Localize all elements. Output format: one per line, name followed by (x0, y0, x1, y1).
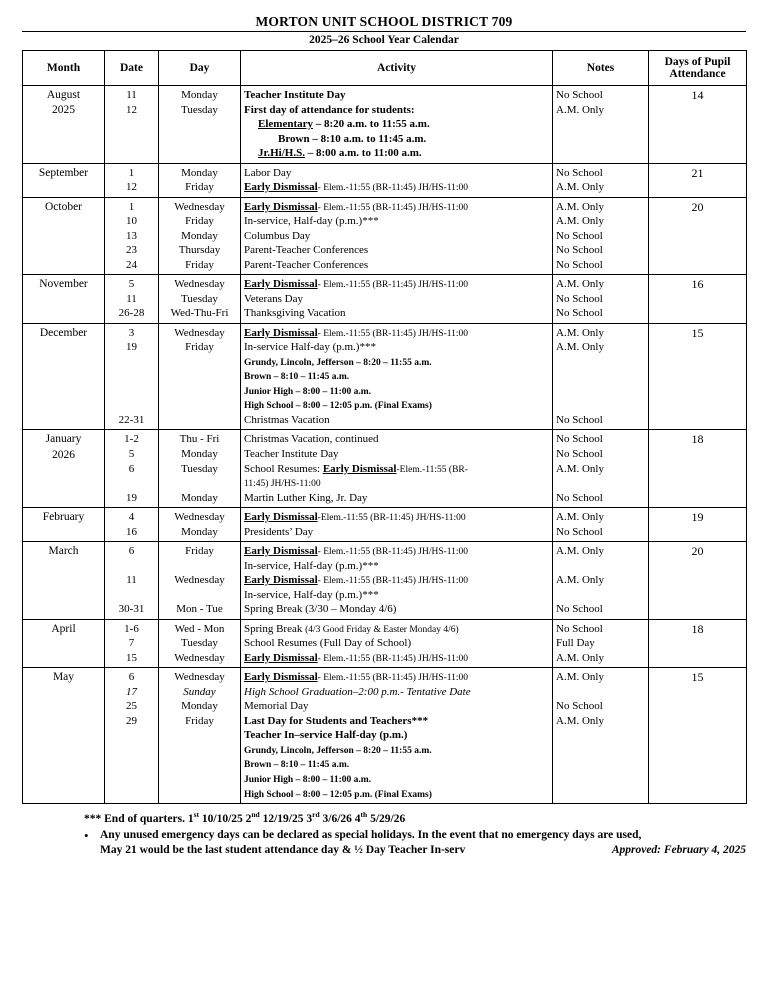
day-cell (159, 275, 241, 324)
date-line: 13 (126, 229, 137, 242)
activity-line: Columbus Day (244, 229, 311, 242)
note-line: No School (556, 622, 603, 635)
note-line: A.M. Only (556, 326, 604, 339)
activity-cell (241, 542, 553, 620)
activity-line: Christmas Vacation, continued (244, 433, 379, 446)
date-line: 1 (128, 166, 135, 179)
quarter-entry: 3rd 3/6/26 (306, 810, 352, 825)
month-cell (23, 323, 105, 430)
activity-line: Grundy, Lincoln, Jefferson – 8:20 – 11:55 a.m. (244, 745, 432, 756)
table-header-row (23, 51, 747, 86)
month-cell (23, 163, 105, 197)
activity-line: Jr.Hi/H.S. – 8:00 a.m. to 11:00 a.m. (258, 147, 422, 160)
notes-cell (553, 668, 649, 804)
note-line: A.M. Only (556, 200, 604, 213)
activity-line: Early Dismissal- Elem.-11:55 (BR-11:45) JH/HS-11:00 (244, 326, 469, 339)
activity-line: Teacher In–service Half-day (p.m.) (244, 729, 408, 742)
note-line: No School (556, 700, 603, 713)
bullet-icon: • (84, 827, 89, 843)
date-line: 24 (126, 258, 137, 271)
day-line: Thu - Fri (179, 433, 220, 446)
day-line: Monday (181, 525, 218, 538)
notes-cell (553, 86, 649, 164)
table-row (23, 668, 747, 804)
emergency-days-line2 (100, 843, 746, 859)
day-line: Monday (181, 89, 218, 101)
notes-cell (553, 430, 649, 508)
day-cell (159, 508, 241, 542)
activity-line: In-service, Half-day (p.m.)*** (244, 215, 379, 228)
activity-line: Martin Luther King, Jr. Day (244, 491, 368, 504)
day-line: Wednesday (174, 200, 225, 213)
notes-cell (553, 275, 649, 324)
table-row (23, 542, 747, 620)
month-line: 2026 (52, 448, 75, 461)
date-line: 6 (128, 462, 135, 475)
quarters-label: *** End of quarters. (84, 812, 185, 825)
note-line: A.M. Only (556, 714, 604, 727)
note-line (556, 355, 645, 370)
date-line: 17 (126, 685, 137, 698)
activity-line: Thanksgiving Vacation (244, 307, 346, 320)
day-line: Tuesday (181, 462, 218, 475)
day-line: Wed - Mon (174, 622, 225, 635)
activity-line: Parent-Teacher Conferences (244, 244, 369, 257)
note-line (556, 384, 645, 399)
days-of-attendance-cell: 18 (649, 619, 747, 668)
activity-cell (241, 275, 553, 324)
day-cell (159, 86, 241, 164)
note-line: No School (556, 525, 603, 538)
date-line: 7 (128, 637, 135, 650)
note-line: A.M. Only (556, 462, 604, 475)
day-line: Wednesday (174, 574, 225, 587)
date-line: 15 (126, 651, 137, 664)
emergency-days-text (100, 828, 746, 859)
note-line: A.M. Only (556, 574, 604, 587)
note-line (556, 398, 645, 413)
date-line: 6 (128, 545, 135, 558)
day-cell (159, 163, 241, 197)
quarter-entry: 1st 10/10/25 (187, 810, 243, 825)
note-line: A.M. Only (556, 278, 604, 291)
date-cell (105, 668, 159, 804)
day-line: Mon - Tue (176, 603, 223, 616)
day-line: Wednesday (174, 326, 225, 339)
activity-cell (241, 197, 553, 275)
table-row (23, 86, 747, 164)
day-line: Tuesday (181, 103, 218, 116)
activity-line: High School – 8:00 – 12:05 p.m. (Final Exams) (244, 789, 432, 800)
quarters-list (187, 810, 406, 825)
activity-line: Early Dismissal- Elem.-11:55 (BR-11:45) JH/HS-11:00 (244, 651, 469, 664)
activity-line: High School – 8:00 – 12:05 p.m. (Final Exams) (244, 401, 432, 412)
day-line: Friday (185, 714, 214, 727)
days-of-attendance-cell: 15 (649, 668, 747, 804)
notes-cell (553, 508, 649, 542)
date-cell (105, 323, 159, 430)
notes-cell (553, 323, 649, 430)
table-row (23, 323, 747, 430)
date-line: 1-6 (124, 622, 139, 635)
date-line: 26-28 (118, 307, 145, 320)
days-of-attendance-cell: 19 (649, 508, 747, 542)
day-line: Tuesday (181, 637, 218, 650)
note-line: No School (556, 413, 603, 426)
month-cell (23, 430, 105, 508)
note-line: No School (556, 447, 603, 460)
month-cell (23, 619, 105, 668)
note-line: No School (556, 258, 603, 271)
note-line: A.M. Only (556, 651, 604, 664)
emergency-days-bullet (22, 828, 746, 859)
quarters-line (22, 810, 746, 825)
activity-line: Brown – 8:10 – 11:45 a.m. (244, 372, 350, 383)
activity-line: Early Dismissal- Elem.-11:55 (BR-11:45) JH/HS-11:00 (244, 545, 469, 558)
date-line: 22-31 (118, 413, 145, 426)
day-line: Sunday (183, 685, 216, 698)
month-cell (23, 508, 105, 542)
date-cell (105, 430, 159, 508)
note-line: No School (556, 89, 603, 101)
date-line: 6 (128, 671, 135, 684)
days-of-attendance-cell: 20 (649, 542, 747, 620)
activity-line: Presidents’ Day (244, 525, 314, 538)
activity-line: Memorial Day (244, 700, 309, 713)
day-cell (159, 323, 241, 430)
activity-line: In-service, Half-day (p.m.)*** (244, 588, 379, 601)
date-line (108, 476, 155, 491)
date-cell (105, 163, 159, 197)
school-year-calendar-table (22, 50, 747, 804)
activity-line: Early Dismissal-Elem.-11:55 (BR-11:45) JH/HS-11:00 (244, 511, 466, 524)
date-cell (105, 619, 159, 668)
note-line: No School (556, 491, 603, 504)
note-line (556, 476, 645, 491)
column-header-date: Date (105, 51, 159, 86)
day-line: Monday (181, 491, 218, 504)
day-line: Monday (181, 447, 218, 460)
date-cell (105, 542, 159, 620)
month-line: August (46, 89, 81, 101)
column-header-month: Month (23, 51, 105, 86)
activity-cell (241, 668, 553, 804)
date-line: 29 (126, 714, 137, 727)
activity-line: Brown – 8:10 a.m. to 11:45 a.m. (278, 132, 427, 145)
notes-cell (553, 197, 649, 275)
activity-line: Last Day for Students and Teachers*** (244, 714, 429, 727)
days-of-attendance-cell: 20 (649, 197, 747, 275)
note-line (556, 685, 645, 700)
emergency-days-line2-text: May 21 would be the last student attendance day & ½ Day Teacher In-serv (100, 844, 466, 857)
activity-line: Teacher Institute Day (244, 89, 346, 101)
day-line (162, 588, 237, 603)
table-row (23, 430, 747, 508)
activity-line: School Resumes (Full Day of School) (244, 637, 412, 650)
date-line: 30-31 (118, 603, 145, 616)
date-line (108, 398, 155, 413)
day-line (162, 476, 237, 491)
month-line: February (42, 511, 85, 524)
month-cell (23, 668, 105, 804)
days-of-attendance-cell: 21 (649, 163, 747, 197)
date-line (108, 559, 155, 574)
day-line: Tuesday (181, 292, 218, 305)
month-line: May (52, 671, 75, 684)
day-cell (159, 430, 241, 508)
note-line: A.M. Only (556, 341, 604, 354)
date-line: 11 (126, 574, 137, 587)
note-line: No School (556, 292, 603, 305)
date-line: 23 (126, 244, 137, 257)
month-line: 2025 (52, 104, 75, 117)
day-line: Wed-Thu-Fri (170, 307, 229, 320)
activity-line: Elementary – 8:20 a.m. to 11:55 a.m. (258, 118, 430, 131)
note-line: Full Day (556, 637, 595, 650)
approved-date: Approved: February 4, 2025 (611, 844, 746, 857)
activity-line: Teacher Institute Day (244, 447, 339, 460)
activity-line: Early Dismissal- Elem.-11:55 (BR-11:45) JH/HS-11:00 (244, 574, 469, 587)
activity-line: High School Graduation–2:00 p.m.- Tentative Date (244, 685, 471, 698)
activity-line: Labor Day (244, 166, 292, 179)
activity-line: Early Dismissal- Elem.-11:55 (BR-11:45) JH/HS-11:00 (244, 671, 469, 684)
table-row (23, 163, 747, 197)
day-line (162, 559, 237, 574)
days-of-attendance-cell: 15 (649, 323, 747, 430)
activity-line: Spring Break (3/30 – Monday 4/6) (244, 603, 397, 616)
date-line: 1 (128, 200, 135, 213)
table-row (23, 197, 747, 275)
activity-line: Brown – 8:10 – 11:45 a.m. (244, 760, 350, 771)
note-line (556, 588, 645, 603)
activity-cell (241, 619, 553, 668)
day-cell (159, 197, 241, 275)
date-line: 5 (128, 278, 135, 291)
activity-line: Spring Break (4/3 Good Friday & Easter Monday 4/6) (244, 622, 459, 635)
date-cell (105, 508, 159, 542)
activity-cell (241, 323, 553, 430)
month-cell (23, 197, 105, 275)
month-cell (23, 275, 105, 324)
activity-cell (241, 430, 553, 508)
activity-cell (241, 86, 553, 164)
date-line: 3 (128, 326, 135, 339)
note-line: No School (556, 433, 603, 446)
notes-cell (553, 163, 649, 197)
date-line (108, 588, 155, 603)
date-line: 12 (126, 181, 137, 194)
note-line: No School (556, 244, 603, 257)
day-line: Wednesday (174, 651, 225, 664)
date-cell (105, 197, 159, 275)
date-line (108, 369, 155, 384)
notes-cell (553, 542, 649, 620)
table-row (23, 619, 747, 668)
quarter-entry: 2nd 12/19/25 (245, 810, 304, 825)
activity-cell (241, 163, 553, 197)
activity-line: First day of attendance for students: (244, 103, 415, 116)
date-line: 19 (126, 341, 137, 354)
page-title: MORTON UNIT SCHOOL DISTRICT 709 (255, 14, 513, 29)
date-line (108, 384, 155, 399)
quarter-entry: 4th 5/29/26 (354, 810, 406, 825)
table-row (23, 508, 747, 542)
days-of-attendance-cell: 16 (649, 275, 747, 324)
day-line: Friday (185, 181, 214, 194)
date-line: 16 (126, 525, 137, 538)
activity-line: Early Dismissal- Elem.-11:55 (BR-11:45) JH/HS-11:00 (244, 200, 469, 213)
note-line: No School (556, 166, 603, 179)
month-cell (23, 86, 105, 164)
day-line: Monday (181, 229, 218, 242)
date-line: 11 (126, 89, 137, 101)
activity-line: Veterans Day (244, 292, 303, 305)
column-header-notes: Notes (553, 51, 649, 86)
note-line: A.M. Only (556, 671, 604, 684)
day-line: Wednesday (174, 511, 225, 524)
note-line (556, 559, 645, 574)
month-line: January (45, 433, 82, 446)
title-divider (22, 31, 746, 32)
emergency-days-line1: Any unused emergency days can be declared as special holidays. In the event that no emergency days are used, (100, 828, 642, 841)
day-line: Monday (181, 166, 218, 179)
activity-line: In-service Half-day (p.m.)*** (244, 341, 376, 354)
column-header-days-of-pupil-attendance: Days of Pupil Attendance (649, 51, 747, 86)
column-header-activity: Activity (241, 51, 553, 86)
activity-line: Christmas Vacation (244, 413, 330, 426)
day-line: Wednesday (174, 671, 225, 684)
date-cell (105, 86, 159, 164)
date-line: 5 (128, 447, 135, 460)
day-line: Wednesday (174, 278, 225, 291)
activity-line: 11:45) JH/HS-11:00 (244, 479, 321, 490)
date-line: 19 (126, 491, 137, 504)
activity-line: Grundy, Lincoln, Jefferson – 8:20 – 11:55 a.m. (244, 357, 432, 368)
date-line: 1-2 (124, 433, 139, 446)
activity-line: Early Dismissal- Elem.-11:55 (BR-11:45) JH/HS-11:00 (244, 278, 469, 291)
month-line: September (38, 166, 89, 179)
table-row (23, 275, 747, 324)
activity-line: School Resumes: Early Dismissal-Elem.-11:55 (BR- (244, 462, 468, 475)
date-line: 10 (126, 215, 137, 228)
activity-line: Junior High – 8:00 – 11:00 a.m. (244, 774, 372, 785)
note-line: A.M. Only (556, 511, 604, 524)
date-cell (105, 275, 159, 324)
month-line: April (51, 622, 76, 635)
day-cell (159, 619, 241, 668)
month-line: November (39, 278, 88, 291)
note-line: No School (556, 229, 603, 242)
note-line: A.M. Only (556, 215, 604, 228)
column-header-day: Day (159, 51, 241, 86)
days-of-attendance-cell: 18 (649, 430, 747, 508)
page-subtitle: 2025–26 School Year Calendar (309, 34, 459, 46)
footer-notes (22, 810, 746, 859)
note-line: A.M. Only (556, 545, 604, 558)
note-line: No School (556, 307, 603, 320)
activity-line: Junior High – 8:00 – 11:00 a.m. (244, 386, 372, 397)
date-line: 11 (126, 292, 137, 305)
date-line: 12 (126, 103, 137, 116)
note-line: A.M. Only (556, 181, 604, 194)
note-line (556, 369, 645, 384)
day-line: Thursday (178, 244, 221, 257)
day-line: Friday (185, 341, 214, 354)
day-line: Friday (185, 258, 214, 271)
month-line: December (39, 326, 88, 339)
note-line: A.M. Only (556, 103, 604, 116)
day-cell (159, 668, 241, 804)
date-line (108, 355, 155, 370)
day-line: Friday (185, 215, 214, 228)
note-line: No School (556, 603, 603, 616)
notes-cell (553, 619, 649, 668)
activity-line: In-service, Half-day (p.m.)*** (244, 559, 379, 572)
day-cell (159, 542, 241, 620)
activity-cell (241, 508, 553, 542)
days-of-attendance-cell: 14 (649, 86, 747, 164)
table-body (23, 86, 747, 804)
date-line: 25 (126, 700, 137, 713)
month-cell (23, 542, 105, 620)
activity-line: Early Dismissal- Elem.-11:55 (BR-11:45) JH/HS-11:00 (244, 181, 469, 194)
day-line: Monday (181, 700, 218, 713)
month-line: March (48, 545, 79, 558)
activity-line: Parent-Teacher Conferences (244, 258, 369, 271)
day-line: Friday (185, 545, 214, 558)
month-line: October (44, 200, 83, 213)
date-line: 4 (128, 511, 135, 524)
